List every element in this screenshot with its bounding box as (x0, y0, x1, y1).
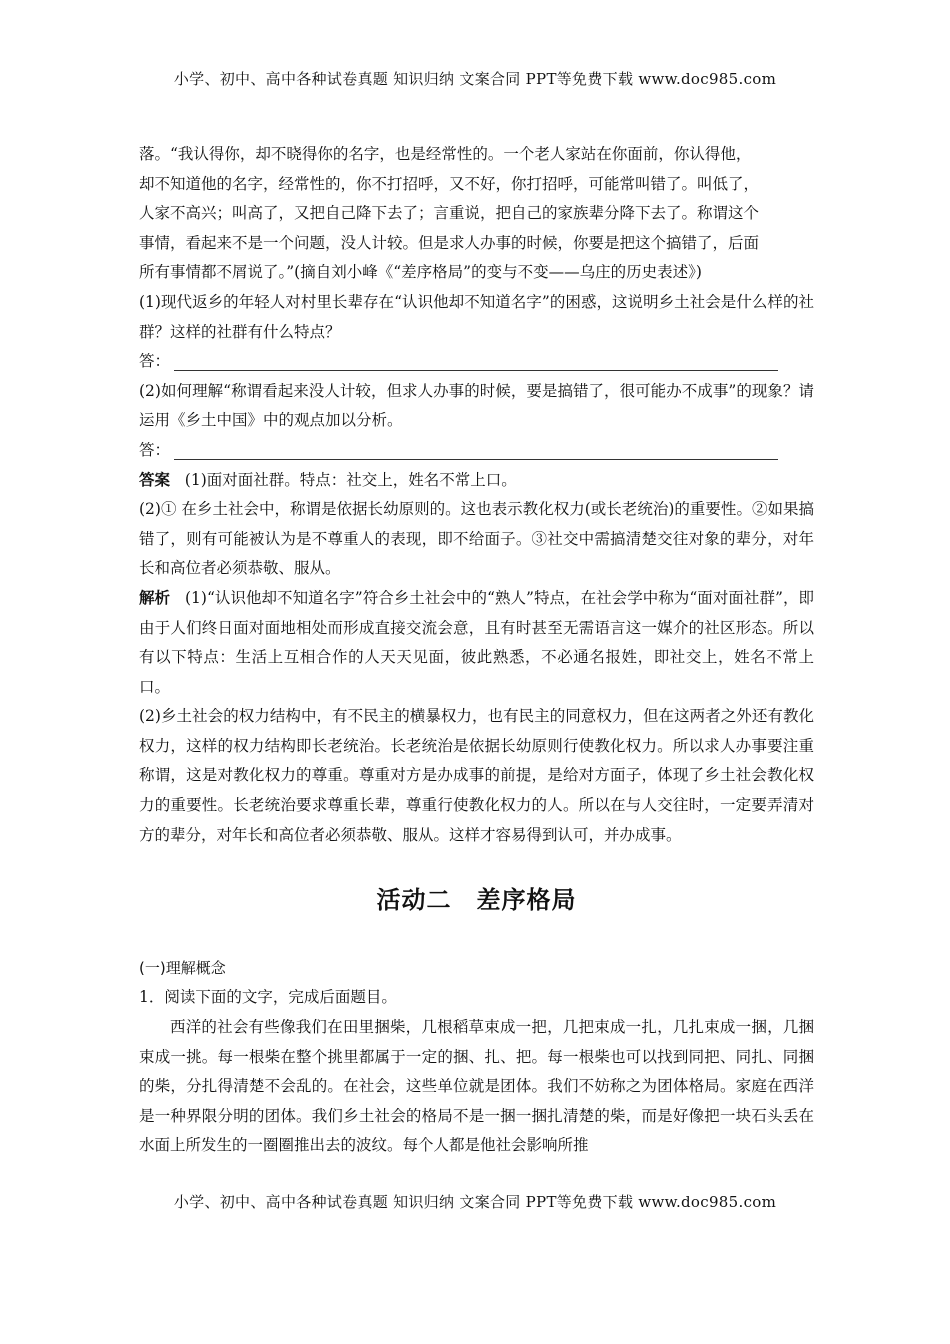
passage-line: 事情，看起来不是一个问题，没人计较。但是求人办事的时候，你要是把这个搞错了，后面 (139, 233, 760, 252)
answer-label: 答： (139, 352, 171, 371)
question-2: (2)如何理解“称谓看起来没人计较，但求人办事的时候，要是搞错了，很可能办不成事”的现象？请运用《乡土中国》中的观点加以分析。 (139, 381, 814, 430)
answer-line-1 (139, 347, 814, 377)
answer-p1 (139, 466, 814, 496)
passage (139, 140, 814, 288)
answer-line-2 (139, 436, 814, 466)
answer-text: (1)面对面社群。特点：社交上，姓名不常上口。 (184, 470, 517, 489)
answer-p2: (2)① 在乡土社会中，称谓是依据长幼原则的。这也表示教化权力(或长老统治)的重要性。②如果搞错了，则有可能被认为是不尊重人的表现，即不给面子。③社交中需搞清楚交往对象的辈分，对年长和高位者必须恭敬、服从。 (139, 500, 814, 578)
question-1: (1)现代返乡的年轻人对村里长辈存在“认识他却不知道名字”的困惑，这说明乡土社会是什么样的社群？这样的社群有什么特点？ (139, 292, 814, 341)
passage-line: 人家不高兴；叫高了，又把自己降下去了；言重说，把自己的家族辈分降下去了。称谓这个 (139, 204, 760, 223)
analysis-p2: (2)乡土社会的权力结构中，有不民主的横暴权力，也有民主的同意权力，但在这两者之外还有教化权力，这样的权力结构即长老统治。长老统治是依据长幼原则行使教化权力。所以求人办事要注重称谓，这是对教化权力的尊重。尊重对方是办成事的前提，是给对方面子，体现了乡土社会教化权力的重要性。长老统治要求尊重长辈，尊重行使教化权力的人。所以在与人交往时，一定要弄清对方的辈分，对年长和高位者必须恭敬、服从。这样才容易得到认可，并办成事。 (139, 707, 814, 844)
answer-label: 答： (139, 440, 171, 459)
section-title: 活动二 差序格局 (376, 886, 577, 915)
analysis-p1 (139, 584, 814, 702)
page-content (139, 140, 814, 1161)
analysis-label: 解析 (139, 588, 171, 607)
section-question-1: 1．阅读下面的文字，完成后面题目。 (139, 988, 397, 1007)
answer-blank[interactable] (174, 441, 778, 460)
reading-passage: 西洋的社会有些像我们在田里捆柴，几根稻草束成一把，几把束成一扎，几扎束成一捆，几捆束成一挑。每一根柴在整个挑里都属于一定的捆、扎、把。每一根柴也可以找到同把、同扎、同捆的柴，分扎得清楚不会乱的。在社会，这些单位就是团体。我们不妨称之为团体格局。家庭在西洋是一种界限分明的团体。我们乡土社会的格局不是一捆一捆扎清楚的柴，而是好像把一块石头丢在水面上所发生的一圈圈推出去的波纹。每个人都是他社会影响所推 (139, 1018, 814, 1155)
section-subhead: (一)理解概念 (139, 958, 226, 977)
page-footer: 小学、初中、高中各种试卷真题 知识归纳 文案合同 PPT等免费下载 www.doc985.com (173, 1193, 777, 1211)
passage-line: 落。“我认得你，却不晓得你的名字，也是经常性的。一个老人家站在你面前，你认得他， (139, 145, 752, 163)
answer-blank[interactable] (174, 352, 778, 371)
passage-line: 所有事情都不屑说了。”(摘自刘小峰《“差序格局”的变与不变——乌庄的历史表述》) (139, 263, 702, 282)
passage-line: 却不知道他的名字，经常性的，你不打招呼，又不好，你打招呼，可能常叫错了。叫低了， (139, 174, 760, 193)
analysis-text: (1)“认识他却不知道名字”符合乡土社会中的“熟人”特点，在社会学中称为“面对面社群”，即由于人们终日面对面地相处而形成直接交流会意，且有时甚至无需语言这一媒介的社区形态。所以有以下特点：生活上互相合作的人天天见面，彼此熟悉，不必通名报姓，即社交上，姓名不常上口。 (139, 588, 814, 696)
answer-label-bold: 答案 (139, 470, 171, 489)
page-header: 小学、初中、高中各种试卷真题 知识归纳 文案合同 PPT等免费下载 www.doc985.com (173, 70, 777, 88)
